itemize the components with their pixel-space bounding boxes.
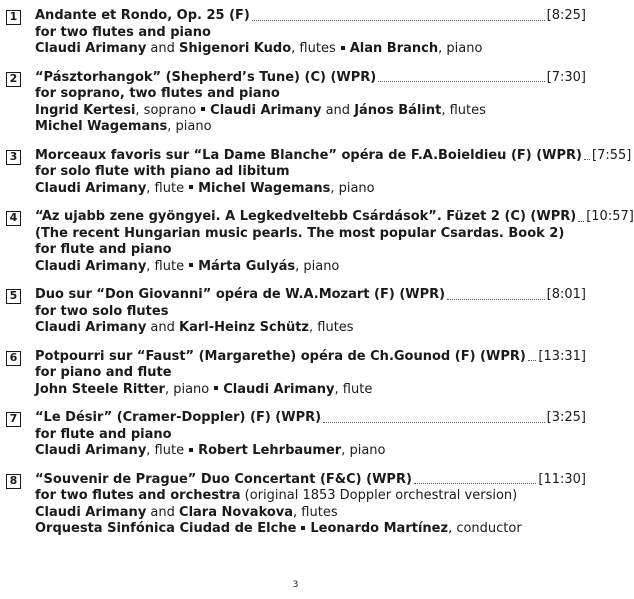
tracklist (6, 8, 634, 550)
performer-role: , flutes (309, 320, 354, 335)
performer-name: Michel Wagemans (35, 119, 168, 134)
performer-role: , conductor (448, 521, 522, 536)
performer-name: Robert Lehrbaumer (198, 443, 342, 458)
performer-role: , piano (164, 381, 210, 397)
performer-role: and (146, 504, 180, 520)
performer-role: , flutes (441, 102, 486, 118)
performer-role: and (146, 320, 180, 335)
track-title: “Le Désir” (Cramer-Doppler) (F) (WPR) (35, 410, 322, 425)
performer-role: , flute (146, 443, 185, 458)
performer-name: Clara Novakova (179, 504, 294, 520)
track-title: Andante et Rondo, Op. 25 (F) (35, 8, 250, 23)
track-title-row (35, 70, 586, 87)
track-number-box: 5 (6, 289, 21, 304)
performer-name: Claudi Arimany (35, 180, 147, 196)
track-item (6, 287, 586, 337)
track-subtitle: (The recent Hungarian music pearls. The most popular Csardas. Book 2) (35, 225, 565, 241)
track-instrumentation (35, 164, 586, 181)
performer-role: and (321, 102, 355, 118)
track-number-box: 1 (6, 10, 21, 25)
track-number-box: 6 (6, 351, 21, 366)
performer-role: , soprano (135, 102, 197, 118)
performer-name: Alan Branch (349, 41, 439, 56)
track-title-row (35, 147, 632, 165)
track-item (6, 209, 634, 275)
separator-square (301, 526, 305, 530)
performer-name: Claudi Arimany (35, 258, 147, 274)
track-duration: [8:01] (546, 287, 586, 302)
track-instrumentation (35, 365, 586, 382)
performer-role: , flute (146, 258, 185, 274)
performer-name: Orquesta Sinfónica Ciudad de Elche (35, 521, 297, 536)
track-instrumentation (35, 86, 586, 103)
performer-line (35, 119, 586, 136)
performer-line (35, 382, 586, 399)
performer-role: , piano (295, 258, 340, 274)
track-title-row (35, 287, 586, 304)
performer-name: Claudi Arimany (35, 504, 147, 520)
track-title-row (35, 410, 586, 427)
dot-leader (252, 19, 545, 21)
track-title: “Pásztorhangok” (Shepherd’s Tune) (C) (WPR) (35, 69, 377, 85)
track-item (6, 70, 586, 136)
performer-role: and (146, 41, 180, 56)
performer-role: , piano (167, 119, 212, 134)
track-item (6, 410, 586, 460)
dot-leader (528, 359, 537, 361)
track-title: Duo sur “Don Giovanni” opéra de W.A.Mozart (F) (WPR) (35, 287, 446, 302)
performer-name: Claudi Arimany (35, 320, 147, 335)
separator-square (189, 185, 193, 189)
instrumentation-text: for two solo flutes (35, 303, 169, 319)
performer-line (35, 41, 586, 58)
instrumentation-text: for flute and piano (35, 426, 172, 442)
track-title-row (35, 8, 586, 25)
separator-square (189, 448, 193, 452)
performer-name: Claudi Arimany (210, 102, 322, 118)
instrumentation-text: for solo flute with piano ad libitum (35, 164, 290, 179)
performer-name: Shigenori Kudo (179, 41, 292, 56)
performer-role: , piano (330, 180, 375, 196)
track-number-box: 7 (6, 412, 21, 427)
performer-role: , flute (334, 381, 373, 397)
track-item (6, 8, 586, 58)
instrumentation-note: (original 1853 Doppler orchestral version) (240, 488, 518, 503)
track-item (6, 472, 586, 538)
track-duration: [8:25] (546, 8, 586, 23)
instrumentation-text: for soprano, two flutes and piano (35, 86, 280, 101)
separator-square (189, 263, 193, 267)
track-title: Potpourri sur “Faust” (Margarethe) opéra de Ch.Gounod (F) (WPR) (35, 348, 526, 364)
track-instrumentation (35, 242, 586, 259)
track-title: “Souvenir de Prague” Duo Concertant (F&C) (WPR) (35, 471, 412, 487)
track-instrumentation (35, 427, 586, 444)
track-title-row (35, 472, 586, 489)
performer-line (35, 521, 586, 538)
performer-role: , piano (438, 41, 483, 56)
performer-name: Claudi Arimany (35, 443, 147, 458)
track-duration: [7:30] (546, 69, 586, 85)
instrumentation-text: for piano and flute (35, 365, 172, 380)
performer-line (35, 103, 586, 120)
track-duration: [13:31] (538, 348, 586, 364)
performer-line (35, 259, 586, 276)
separator-square (341, 46, 345, 50)
performer-line (35, 505, 586, 522)
dot-leader (584, 158, 590, 160)
performer-role: , flute (146, 180, 185, 196)
track-number-box: 8 (6, 474, 21, 489)
track-number-box: 4 (6, 211, 21, 226)
track-instrumentation (35, 304, 586, 321)
track-title-row (35, 349, 586, 366)
instrumentation-text: for two flutes and piano (35, 24, 211, 40)
dot-leader (414, 482, 536, 484)
track-item (6, 349, 586, 399)
track-title-row (35, 209, 634, 226)
track-duration: [3:25] (546, 410, 586, 425)
instrumentation-text: for two flutes and orchestra (35, 488, 241, 503)
dot-leader (578, 220, 584, 222)
performer-name: Michel Wagemans (198, 180, 331, 196)
performer-name: John Steele Ritter (35, 381, 165, 397)
track-item (6, 147, 632, 198)
performer-role: , flutes (291, 41, 336, 56)
track-title: “Az ujabb zene gyöngyei. A Legkedveltebb Csárdások”. Füzet 2 (C) (WPR) (35, 209, 577, 224)
separator-square (214, 386, 218, 390)
dot-leader (447, 298, 545, 300)
separator-square (201, 107, 205, 111)
performer-name: Leonardo Martínez (310, 521, 449, 536)
page-number: 3 (292, 580, 299, 590)
track-duration: [11:30] (538, 471, 586, 487)
performer-line (35, 443, 586, 460)
performer-name: Claudi Arimany (223, 381, 335, 397)
track-duration: [10:57] (586, 209, 634, 224)
performer-line (35, 320, 586, 337)
performer-name: Ingrid Kertesi (35, 102, 136, 118)
dot-leader (378, 80, 544, 82)
instrumentation-text: for flute and piano (35, 242, 172, 257)
dot-leader (323, 421, 545, 423)
performer-name: Karl-Heinz Schütz (179, 320, 309, 335)
performer-name: Claudi Arimany (35, 41, 147, 56)
track-instrumentation (35, 25, 586, 42)
track-number-box: 2 (6, 72, 21, 87)
track-number-box: 3 (6, 150, 21, 165)
performer-name: János Bálint (354, 102, 442, 118)
performer-name: Márta Gulyás (198, 258, 296, 274)
performer-role: , piano (341, 443, 386, 458)
track-duration: [7:55] (592, 147, 632, 163)
track-instrumentation (35, 488, 586, 505)
track-title: Morceaux favoris sur “La Dame Blanche” opéra de F.A.Boieldieu (F) (WPR) (35, 147, 582, 163)
performer-line (35, 181, 586, 198)
performer-role: , flutes (293, 504, 338, 520)
